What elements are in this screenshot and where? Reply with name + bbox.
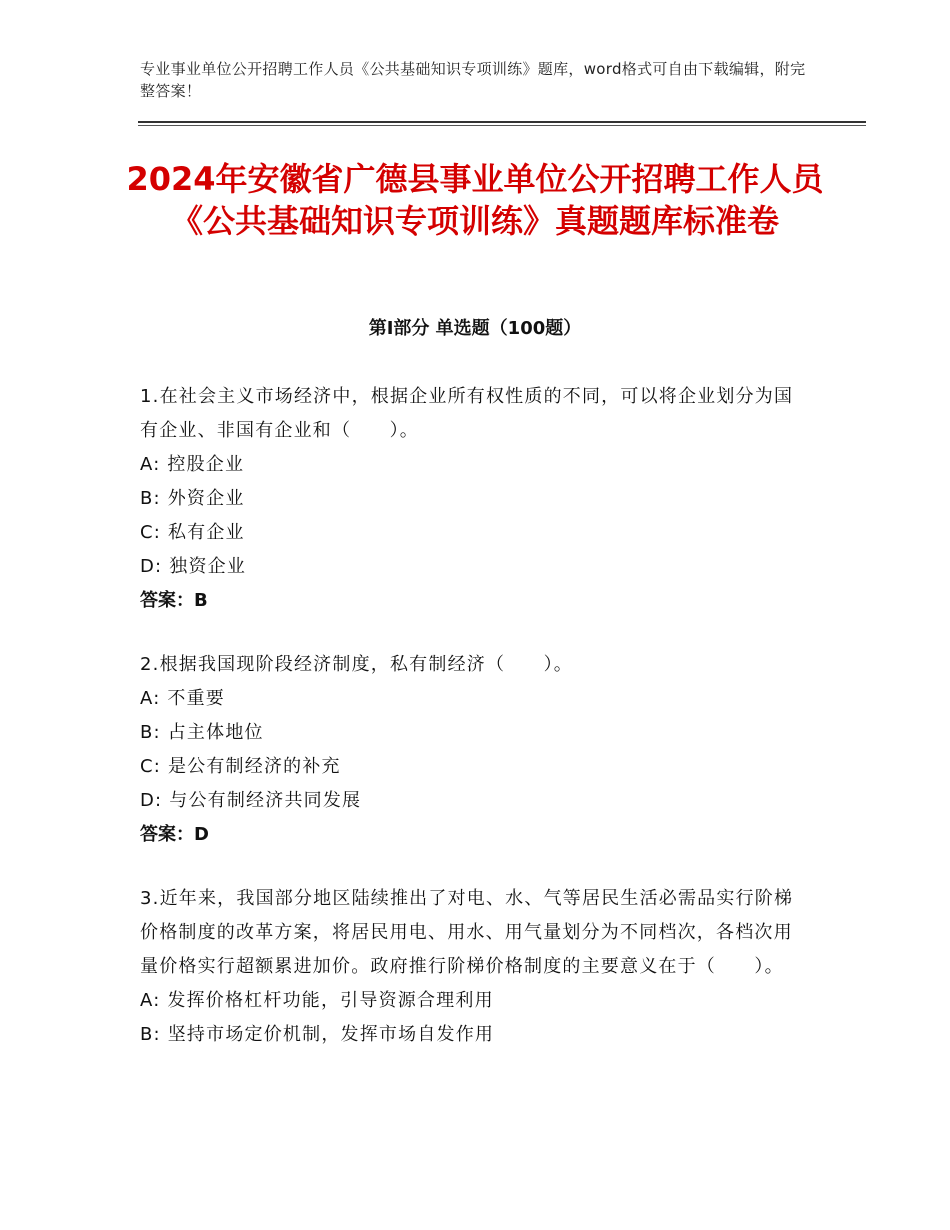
section-title: 第Ⅰ部分 单选题（100题） [368, 318, 582, 339]
option-c: C: 私有企业 [140, 522, 245, 543]
question-2 [140, 648, 800, 852]
header-note: 专业事业单位公开招聘工作人员《公共基础知识专项训练》题库，word格式可自由下载编辑，附完整答案！ [140, 60, 806, 100]
option-b: B: 坚持市场定价机制，发挥市场自发作用 [140, 1024, 495, 1045]
document-title: 2024年安徽省广德县事业单位公开招聘工作人员《公共基础知识专项训练》真题题库标准卷 [126, 160, 824, 240]
answer: 答案：D [140, 824, 209, 845]
question-list [140, 380, 800, 1082]
option-a: A: 发挥价格杠杆功能，引导资源合理利用 [140, 990, 494, 1011]
option-b: B: 占主体地位 [140, 722, 264, 743]
option-a: A: 控股企业 [140, 454, 245, 475]
header-rule-thin [138, 125, 866, 126]
question-stem: 2.根据我国现阶段经济制度，私有制经济（ ）。 [140, 654, 573, 675]
answer: 答案：B [140, 590, 208, 611]
option-c: C: 是公有制经济的补充 [140, 756, 341, 777]
question-3 [140, 882, 800, 1052]
option-a: A: 不重要 [140, 688, 225, 709]
question-stem: 3.近年来，我国部分地区陆续推出了对电、水、气等居民生活必需品实行阶梯价格制度的改革方案，将居民用电、用水、用气量划分为不同档次，各档次用量价格实行超额累进加价。政府推行阶梯价格制度的主要意义在于（ ）。 [140, 888, 794, 977]
option-d: D: 与公有制经济共同发展 [140, 790, 362, 811]
header-rule-thick [138, 121, 866, 123]
option-b: B: 外资企业 [140, 488, 245, 509]
question-1 [140, 380, 800, 618]
question-stem: 1.在社会主义市场经济中，根据企业所有权性质的不同，可以将企业划分为国有企业、非国有企业和（ ）。 [140, 386, 794, 441]
option-d: D: 独资企业 [140, 556, 247, 577]
